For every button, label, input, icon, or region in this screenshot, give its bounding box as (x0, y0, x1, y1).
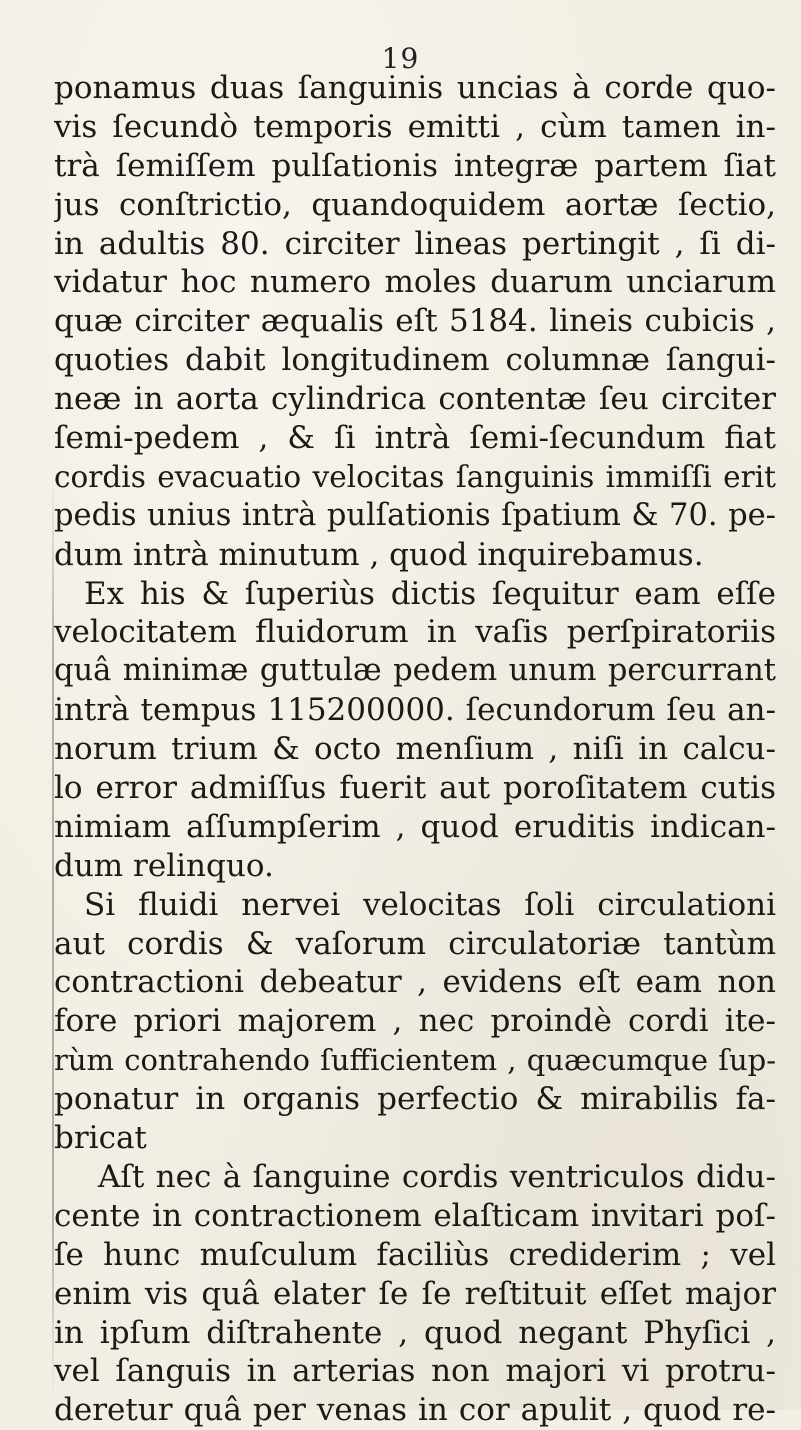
page-number: 19 (381, 42, 420, 75)
text-line: in ipſum diſtrahente , quod negant Phyſici , (54, 1314, 776, 1351)
text-line: trà ſemiſſem pulſationis integræ partem ſiat (54, 147, 776, 184)
text-line: fore priori majorem , nec proindè cordi ite- (54, 1003, 776, 1040)
text-line: vel ſanguis in arterias non majori vi protru- (54, 1353, 776, 1390)
text-line: intrà tempus 115200000. ſecundorum ſeu an- (54, 692, 776, 729)
text-line: bricat (54, 1120, 147, 1157)
text-line: nimiam aſſumpſerim , quod eruditis indican- (54, 808, 776, 845)
text-line: in adultis 80. circiter lineas pertingit , ſi di- (54, 225, 776, 262)
text-line: neæ in aorta cylindrica contentæ ſeu circiter (54, 381, 776, 418)
text-line: aut cordis & vaſorum circulatoriæ tantùm (54, 925, 776, 962)
text-line: cordis evacuatio velocitas ſanguinis immiſſi erit (54, 459, 776, 494)
body-text (54, 69, 776, 1430)
text-line: quoties dabit longitudinem columnæ ſangui- (54, 342, 776, 379)
text-line: quæ circiter æqualis eſt 5184. lineis cubicis , (54, 303, 776, 340)
text-line: velocitatem fluidorum in vaſis perſpiratoriis (54, 614, 776, 651)
text-line: ſe hunc muſculum faciliùs crediderim ; vel (54, 1236, 776, 1273)
text-line: dum relinquo. (54, 847, 274, 884)
paragraph-start: Si fluidi nervei velocitas ſoli circulationi (84, 886, 776, 923)
text-line: norum trium & octo menſium , niſi in calcu- (54, 731, 776, 768)
paragraph-start: Aſt nec à ſanguine cordis ventriculos didu- (98, 1158, 776, 1195)
text-line: contractioni debeatur , evidens eſt eam non (54, 964, 776, 1001)
text-line: dum intrà minutum , quod inquirebamus. (54, 536, 704, 573)
text-line: ponatur in organis perfectio & mirabilis fa- (54, 1081, 776, 1118)
text-line: ponamus duas ſanguinis uncias à corde quo- (54, 70, 776, 106)
text-line: quâ minimæ guttulæ pedem unum percurrant (54, 653, 776, 689)
text-line: deretur quâ per venas in cor apulit , quod re- (54, 1392, 776, 1429)
text-line: enim vis quâ elater ſe ſe reſtituit eſſet major (54, 1275, 776, 1312)
text-line: cente in contractionem elaſticam invitari poſ- (54, 1197, 776, 1234)
text-line: jus conſtrictio, quandoquidem aortæ ſectio, (54, 186, 776, 223)
text-line: pedis unius intrà pulſationis ſpatium & 70. pe- (54, 497, 776, 533)
text-line: lo error admiſſus fuerit aut poroſitatem cutis (54, 770, 776, 807)
text-line: ſemi-pedem , & ſi intrà ſemi-ſecundum fiat (54, 420, 776, 457)
text-line: rùm contrahendo ſufficientem , quæcumque ſup- (54, 1043, 776, 1078)
text-line: vis ſecundò temporis emitti , cùm tamen in- (54, 108, 776, 145)
text-line: vidatur hoc numero moles duarum unciarum (54, 264, 776, 301)
paragraph-start: Ex his & ſuperiùs dictis ſequitur eam eſſe (84, 575, 776, 612)
